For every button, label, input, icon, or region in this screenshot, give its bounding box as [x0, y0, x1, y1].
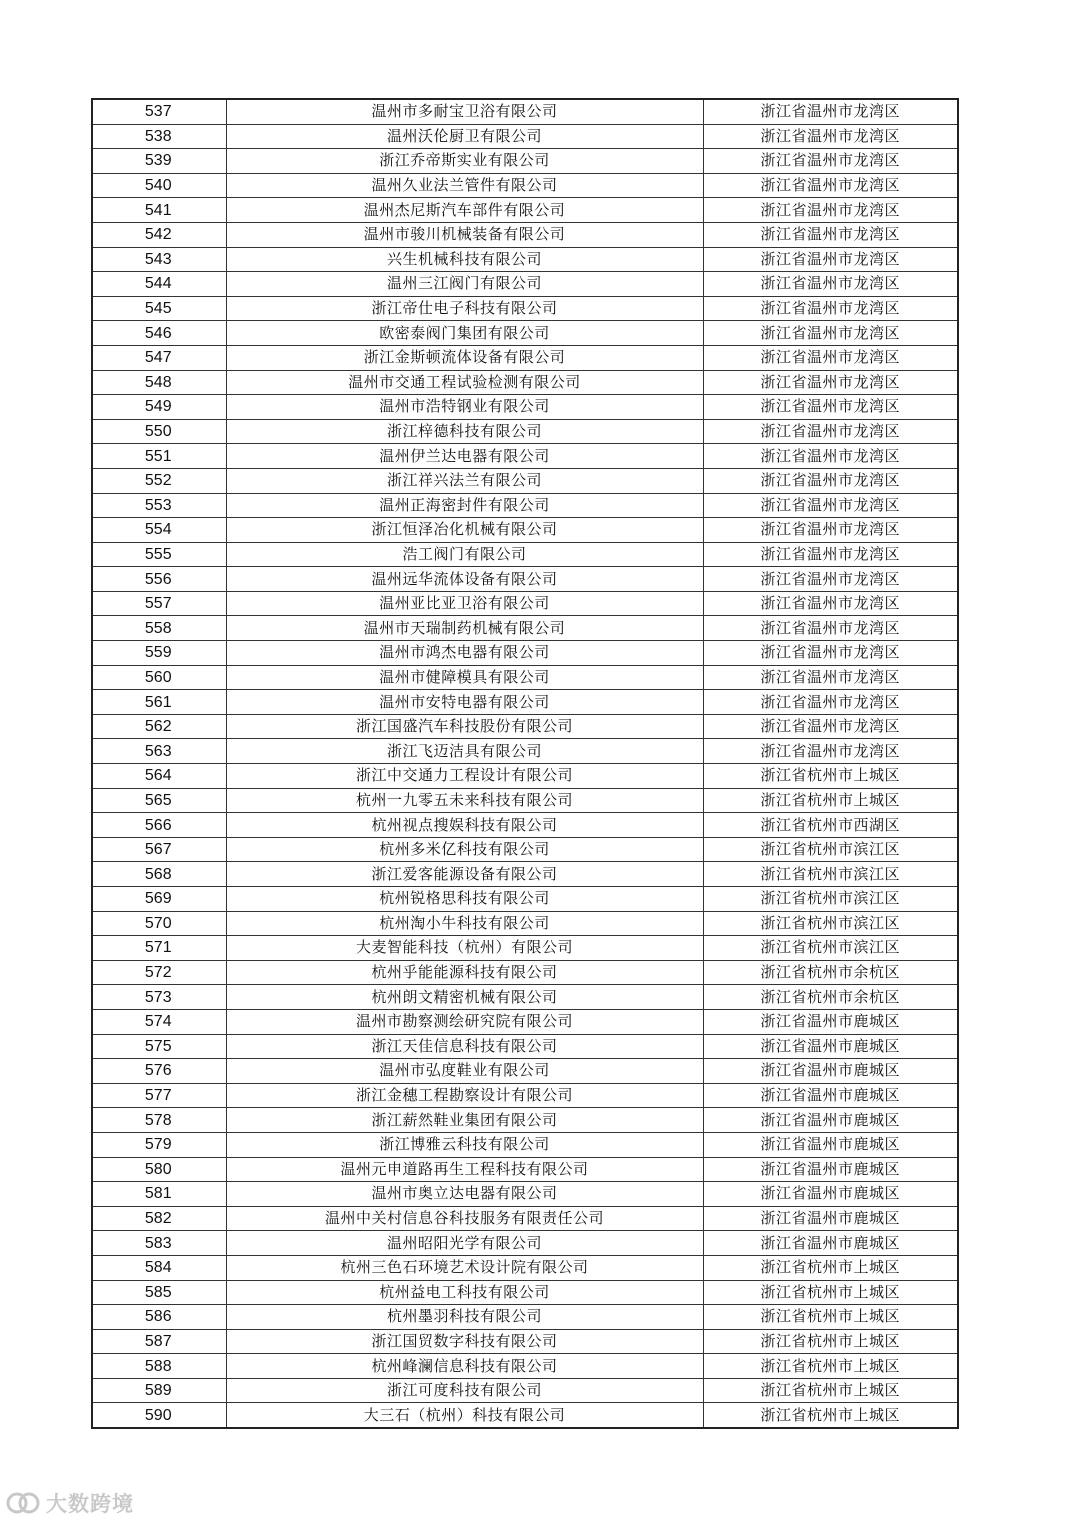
company-location: 浙江省杭州市滨江区 — [703, 936, 958, 961]
company-name: 杭州峰澜信息科技有限公司 — [226, 1354, 703, 1379]
company-location: 浙江省杭州市滨江区 — [703, 887, 958, 912]
company-location: 浙江省温州市龙湾区 — [703, 542, 958, 567]
row-number: 574 — [92, 1009, 226, 1034]
watermark-text: 大数跨境 — [46, 1492, 134, 1516]
company-name: 杭州锐格思科技有限公司 — [226, 887, 703, 912]
row-number: 543 — [92, 247, 226, 272]
table-row — [92, 1132, 958, 1157]
company-location: 浙江省杭州市滨江区 — [703, 911, 958, 936]
company-location: 浙江省温州市龙湾区 — [703, 272, 958, 297]
company-location: 浙江省温州市龙湾区 — [703, 468, 958, 493]
row-number: 568 — [92, 862, 226, 887]
company-name: 浙江乔帝斯实业有限公司 — [226, 149, 703, 174]
company-name: 温州杰尼斯汽车部件有限公司 — [226, 198, 703, 223]
company-location: 浙江省温州市龙湾区 — [703, 247, 958, 272]
company-name: 兴生机械科技有限公司 — [226, 247, 703, 272]
company-name: 浙江薪然鞋业集团有限公司 — [226, 1108, 703, 1133]
company-name: 杭州视点搜娱科技有限公司 — [226, 813, 703, 838]
row-number: 542 — [92, 222, 226, 247]
row-number: 548 — [92, 370, 226, 395]
row-number: 540 — [92, 173, 226, 198]
company-name: 杭州淘小牛科技有限公司 — [226, 911, 703, 936]
company-location: 浙江省杭州市上城区 — [703, 788, 958, 813]
row-number: 572 — [92, 960, 226, 985]
row-number: 556 — [92, 567, 226, 592]
company-location: 浙江省杭州市余杭区 — [703, 985, 958, 1010]
company-name: 温州元申道路再生工程科技有限公司 — [226, 1157, 703, 1182]
row-number: 561 — [92, 690, 226, 715]
company-name: 浙江梓德科技有限公司 — [226, 419, 703, 444]
table-row — [92, 395, 958, 420]
company-location: 浙江省温州市龙湾区 — [703, 591, 958, 616]
company-location: 浙江省温州市龙湾区 — [703, 714, 958, 739]
company-location: 浙江省温州市龙湾区 — [703, 616, 958, 641]
table-row — [92, 149, 958, 174]
row-number: 567 — [92, 837, 226, 862]
company-name: 温州市安特电器有限公司 — [226, 690, 703, 715]
company-location: 浙江省杭州市上城区 — [703, 1255, 958, 1280]
table-row — [92, 222, 958, 247]
company-location: 浙江省温州市鹿城区 — [703, 1034, 958, 1059]
company-name: 浙江祥兴法兰有限公司 — [226, 468, 703, 493]
row-number: 579 — [92, 1132, 226, 1157]
row-number: 575 — [92, 1034, 226, 1059]
row-number: 550 — [92, 419, 226, 444]
table-row — [92, 124, 958, 149]
company-location: 浙江省杭州市上城区 — [703, 1280, 958, 1305]
table-row — [92, 911, 958, 936]
table-row — [92, 616, 958, 641]
company-location: 浙江省温州市鹿城区 — [703, 1132, 958, 1157]
row-number: 571 — [92, 936, 226, 961]
table-row — [92, 1059, 958, 1084]
company-name: 温州中关村信息谷科技服务有限责任公司 — [226, 1206, 703, 1231]
company-name: 温州市弘度鞋业有限公司 — [226, 1059, 703, 1084]
table-row — [92, 764, 958, 789]
company-name: 浙江国盛汽车科技股份有限公司 — [226, 714, 703, 739]
company-location: 浙江省杭州市余杭区 — [703, 960, 958, 985]
table-row — [92, 272, 958, 297]
row-number: 558 — [92, 616, 226, 641]
row-number: 559 — [92, 641, 226, 666]
company-name: 杭州益电工科技有限公司 — [226, 1280, 703, 1305]
company-name: 温州伊兰达电器有限公司 — [226, 444, 703, 469]
company-name: 温州正海密封件有限公司 — [226, 493, 703, 518]
table-row — [92, 665, 958, 690]
row-number: 586 — [92, 1305, 226, 1330]
table-row — [92, 1157, 958, 1182]
row-number: 554 — [92, 518, 226, 543]
row-number: 557 — [92, 591, 226, 616]
table-row — [92, 321, 958, 346]
row-number: 563 — [92, 739, 226, 764]
table-row — [92, 1231, 958, 1256]
table-row — [92, 862, 958, 887]
company-name: 浙江恒泽冶化机械有限公司 — [226, 518, 703, 543]
company-name: 欧密泰阀门集团有限公司 — [226, 321, 703, 346]
table-row — [92, 247, 958, 272]
company-name: 温州市天瑞制药机械有限公司 — [226, 616, 703, 641]
company-name: 杭州墨羽科技有限公司 — [226, 1305, 703, 1330]
row-number: 551 — [92, 444, 226, 469]
row-number: 555 — [92, 542, 226, 567]
company-name: 浙江金穗工程勘察设计有限公司 — [226, 1083, 703, 1108]
row-number: 547 — [92, 345, 226, 370]
row-number: 577 — [92, 1083, 226, 1108]
company-location: 浙江省温州市鹿城区 — [703, 1059, 958, 1084]
table-row — [92, 296, 958, 321]
company-name: 杭州多米亿科技有限公司 — [226, 837, 703, 862]
table-row — [92, 1108, 958, 1133]
table-row — [92, 1280, 958, 1305]
table-row — [92, 493, 958, 518]
company-name: 大三石（杭州）科技有限公司 — [226, 1403, 703, 1428]
company-location: 浙江省温州市龙湾区 — [703, 739, 958, 764]
row-number: 585 — [92, 1280, 226, 1305]
table-row — [92, 1255, 958, 1280]
table-row — [92, 1182, 958, 1207]
company-location: 浙江省温州市鹿城区 — [703, 1108, 958, 1133]
company-name: 浙江国贸数字科技有限公司 — [226, 1329, 703, 1354]
table-body — [92, 99, 958, 1428]
company-name: 浙江天佳信息科技有限公司 — [226, 1034, 703, 1059]
company-location: 浙江省杭州市上城区 — [703, 1354, 958, 1379]
company-location: 浙江省温州市龙湾区 — [703, 395, 958, 420]
company-location: 浙江省温州市龙湾区 — [703, 419, 958, 444]
table-row — [92, 444, 958, 469]
company-location: 浙江省杭州市滨江区 — [703, 837, 958, 862]
row-number: 553 — [92, 493, 226, 518]
company-name: 温州昭阳光学有限公司 — [226, 1231, 703, 1256]
company-location: 浙江省温州市龙湾区 — [703, 665, 958, 690]
company-location: 浙江省杭州市滨江区 — [703, 862, 958, 887]
company-name: 温州市交通工程试验检测有限公司 — [226, 370, 703, 395]
company-location: 浙江省温州市龙湾区 — [703, 321, 958, 346]
company-name: 杭州朗文精密机械有限公司 — [226, 985, 703, 1010]
row-number: 565 — [92, 788, 226, 813]
company-location: 浙江省温州市龙湾区 — [703, 641, 958, 666]
table-row — [92, 960, 958, 985]
table-row — [92, 837, 958, 862]
company-name: 杭州一九零五未来科技有限公司 — [226, 788, 703, 813]
company-location: 浙江省温州市龙湾区 — [703, 124, 958, 149]
company-name: 浙江金斯顿流体设备有限公司 — [226, 345, 703, 370]
company-name: 温州三江阀门有限公司 — [226, 272, 703, 297]
row-number: 588 — [92, 1354, 226, 1379]
company-name: 温州市健障模具有限公司 — [226, 665, 703, 690]
table-row — [92, 419, 958, 444]
company-location: 浙江省温州市龙湾区 — [703, 198, 958, 223]
table-row — [92, 641, 958, 666]
table-row — [92, 887, 958, 912]
company-location: 浙江省温州市龙湾区 — [703, 567, 958, 592]
table-row — [92, 518, 958, 543]
table-row — [92, 1403, 958, 1428]
table-row — [92, 1009, 958, 1034]
company-location: 浙江省杭州市上城区 — [703, 764, 958, 789]
table-row — [92, 567, 958, 592]
company-location: 浙江省温州市鹿城区 — [703, 1157, 958, 1182]
company-location: 浙江省杭州市西湖区 — [703, 813, 958, 838]
company-location: 浙江省温州市鹿城区 — [703, 1009, 958, 1034]
company-list-table — [91, 98, 959, 1429]
row-number: 539 — [92, 149, 226, 174]
company-name: 温州市浩特钢业有限公司 — [226, 395, 703, 420]
company-name: 温州市鸿杰电器有限公司 — [226, 641, 703, 666]
row-number: 587 — [92, 1329, 226, 1354]
company-name: 温州远华流体设备有限公司 — [226, 567, 703, 592]
company-location: 浙江省杭州市上城区 — [703, 1305, 958, 1330]
row-number: 582 — [92, 1206, 226, 1231]
company-name: 浙江中交通力工程设计有限公司 — [226, 764, 703, 789]
company-name: 杭州乎能能源科技有限公司 — [226, 960, 703, 985]
row-number: 537 — [92, 99, 226, 124]
company-location: 浙江省温州市龙湾区 — [703, 149, 958, 174]
company-location: 浙江省温州市鹿城区 — [703, 1206, 958, 1231]
company-location: 浙江省杭州市上城区 — [703, 1378, 958, 1403]
table-row — [92, 370, 958, 395]
company-location: 浙江省温州市龙湾区 — [703, 493, 958, 518]
row-number: 562 — [92, 714, 226, 739]
table-row — [92, 99, 958, 124]
company-location: 浙江省温州市龙湾区 — [703, 690, 958, 715]
company-name: 浙江博雅云科技有限公司 — [226, 1132, 703, 1157]
row-number: 564 — [92, 764, 226, 789]
row-number: 584 — [92, 1255, 226, 1280]
row-number: 538 — [92, 124, 226, 149]
table-row — [92, 198, 958, 223]
row-number: 541 — [92, 198, 226, 223]
row-number: 589 — [92, 1378, 226, 1403]
company-name: 温州市奥立达电器有限公司 — [226, 1182, 703, 1207]
row-number: 578 — [92, 1108, 226, 1133]
company-name: 温州亚比亚卫浴有限公司 — [226, 591, 703, 616]
company-name: 浙江可度科技有限公司 — [226, 1378, 703, 1403]
company-name: 浙江爱客能源设备有限公司 — [226, 862, 703, 887]
company-location: 浙江省温州市龙湾区 — [703, 370, 958, 395]
table-row — [92, 591, 958, 616]
table-row — [92, 1329, 958, 1354]
company-location: 浙江省温州市龙湾区 — [703, 444, 958, 469]
company-name: 温州久业法兰管件有限公司 — [226, 173, 703, 198]
row-number: 581 — [92, 1182, 226, 1207]
company-location: 浙江省温州市龙湾区 — [703, 296, 958, 321]
company-location: 浙江省杭州市上城区 — [703, 1329, 958, 1354]
table-row — [92, 1378, 958, 1403]
table-row — [92, 788, 958, 813]
row-number: 580 — [92, 1157, 226, 1182]
company-location: 浙江省温州市鹿城区 — [703, 1083, 958, 1108]
table-row — [92, 542, 958, 567]
row-number: 569 — [92, 887, 226, 912]
row-number: 552 — [92, 468, 226, 493]
company-name: 温州市勘察测绘研究院有限公司 — [226, 1009, 703, 1034]
row-number: 546 — [92, 321, 226, 346]
table-row — [92, 468, 958, 493]
table-row — [92, 173, 958, 198]
table-row — [92, 714, 958, 739]
row-number: 544 — [92, 272, 226, 297]
company-name: 温州市多耐宝卫浴有限公司 — [226, 99, 703, 124]
row-number: 573 — [92, 985, 226, 1010]
company-name: 温州市骏川机械装备有限公司 — [226, 222, 703, 247]
company-location: 浙江省温州市龙湾区 — [703, 222, 958, 247]
company-location: 浙江省温州市龙湾区 — [703, 518, 958, 543]
row-number: 583 — [92, 1231, 226, 1256]
row-number: 545 — [92, 296, 226, 321]
table-row — [92, 739, 958, 764]
company-name: 温州沃伦厨卫有限公司 — [226, 124, 703, 149]
table-row — [92, 1206, 958, 1231]
company-location: 浙江省杭州市上城区 — [703, 1403, 958, 1428]
table-row — [92, 1354, 958, 1379]
company-name: 杭州三色石环境艺术设计院有限公司 — [226, 1255, 703, 1280]
row-number: 560 — [92, 665, 226, 690]
company-name: 浩工阀门有限公司 — [226, 542, 703, 567]
company-name: 浙江帝仕电子科技有限公司 — [226, 296, 703, 321]
dashuju-logo-icon — [6, 1490, 40, 1516]
watermark — [6, 1488, 134, 1518]
company-location: 浙江省温州市龙湾区 — [703, 99, 958, 124]
company-location: 浙江省温州市鹿城区 — [703, 1231, 958, 1256]
row-number: 566 — [92, 813, 226, 838]
table-row — [92, 1034, 958, 1059]
company-location: 浙江省温州市鹿城区 — [703, 1182, 958, 1207]
company-location: 浙江省温州市龙湾区 — [703, 173, 958, 198]
company-name: 大麦智能科技（杭州）有限公司 — [226, 936, 703, 961]
table-row — [92, 1305, 958, 1330]
table-row — [92, 985, 958, 1010]
row-number: 590 — [92, 1403, 226, 1428]
company-location: 浙江省温州市龙湾区 — [703, 345, 958, 370]
row-number: 570 — [92, 911, 226, 936]
row-number: 549 — [92, 395, 226, 420]
company-name: 浙江飞迈洁具有限公司 — [226, 739, 703, 764]
table-row — [92, 690, 958, 715]
row-number: 576 — [92, 1059, 226, 1084]
table-row — [92, 345, 958, 370]
table-row — [92, 936, 958, 961]
table-row — [92, 1083, 958, 1108]
table-row — [92, 813, 958, 838]
